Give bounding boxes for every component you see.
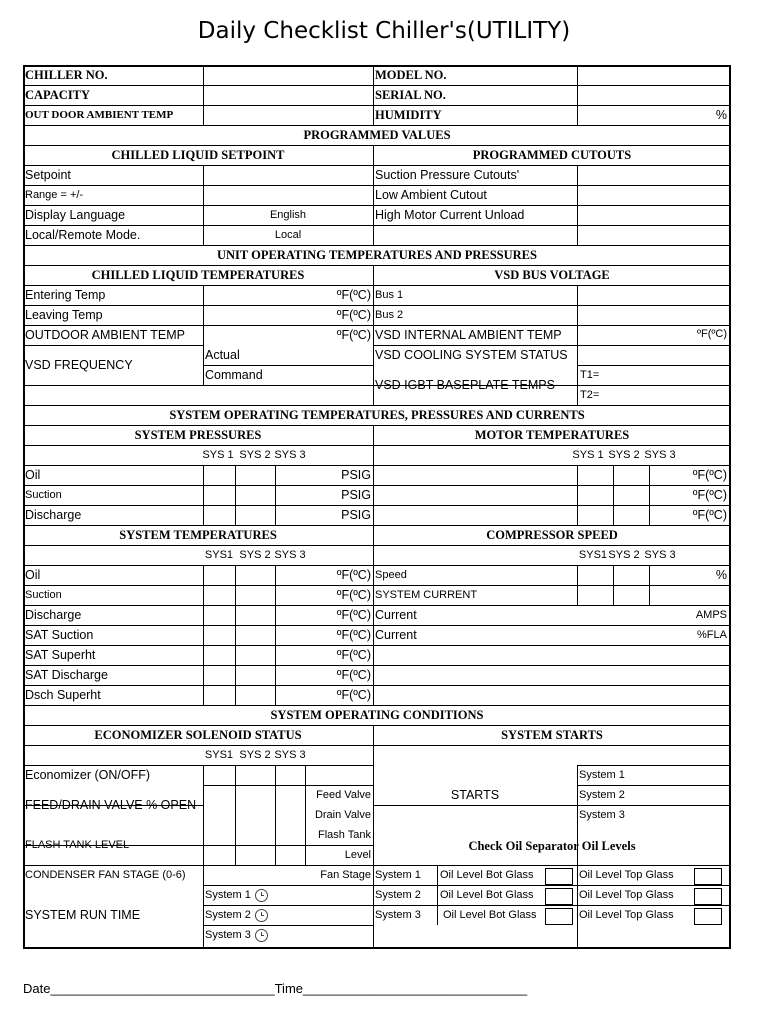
bot-glass-label-2: Oil Level Bot Glass [440,889,534,901]
bus1-label: Bus 1 [375,289,404,301]
sys-temp-unit-5: ºF(ºC) [336,648,371,662]
date-field[interactable]: Date_______________________________ [23,981,275,996]
system-operating-heading: SYSTEM OPERATING TEMPERATURES, PRESSURES AND CURRENTS [169,408,585,422]
top-glass-label-2: Oil Level Top Glass [579,889,674,901]
motor-temp-unit-3: ºF(ºC) [692,508,727,522]
chilled-liquid-temps-heading: CHILLED LIQUID TEMPERATURES [91,268,305,282]
pressure-sys2-header: SYS 2 [239,449,271,461]
temp-sys2-header: SYS 2 [239,549,271,561]
motor-sys1-header: SYS 1 [572,449,604,461]
bus2-label: Bus 2 [375,309,404,321]
high-motor-label: High Motor Current Unload [375,208,525,222]
temp-suction-label: Suction [25,589,62,601]
system-operating-conditions-heading: SYSTEM OPERATING CONDITIONS [270,708,484,722]
pressure-sys3-header: SYS 3 [274,449,306,461]
capacity-label: CAPACITY [25,88,91,102]
low-ambient-label: Low Ambient Cutout [375,188,487,202]
local-remote-label: Local/Remote Mode. [25,228,141,242]
run-system-2-label: System 2 [205,909,251,921]
humidity-label: HUMIDITY [375,108,442,122]
speed-sys2-header: SYS 2 [608,549,640,561]
speed-unit: % [715,568,727,582]
sys-temp-unit-3: ºF(ºC) [336,608,371,622]
temp-sys1-header: SYS1 [204,549,234,561]
vsd-cooling-label: VSD COOLING SYSTEM STATUS [375,348,568,362]
temp-sys3-header: SYS 3 [274,549,306,561]
temp-oil-label: Oil [25,568,41,582]
clock-icon [255,889,268,902]
system-current-label: SYSTEM CURRENT [375,589,478,601]
sat-suction-label: SAT Suction [25,628,94,642]
t1-label: T1= [580,369,600,381]
condenser-fan-label: CONDENSER FAN STAGE (0-6) [25,869,186,881]
system-pressures-heading: SYSTEM PRESSURES [134,428,262,442]
dsch-superht-label: Dsch Superht [25,688,101,702]
start-system-2-label: System 2 [579,789,625,801]
flash-tank-level-label: FLASH TANK LEVEL [25,839,130,851]
system-temperatures-heading: SYSTEM TEMPERATURES [119,528,277,542]
system-run-time-label: SYSTEM RUN TIME [25,908,141,922]
t2-label: T2= [580,389,600,401]
temp-discharge-label: Discharge [25,608,82,622]
range-label: Range = +/- [25,189,84,201]
vsd-frequency-label: VSD FREQUENCY [25,358,133,372]
drain-valve-label: Drain Valve [314,809,371,821]
model-no-label: MODEL NO. [375,68,447,82]
economizer-status-heading: ECONOMIZER SOLENOID STATUS [94,728,302,742]
system-starts-heading: SYSTEM STARTS [501,728,603,742]
fan-stage-label: Fan Stage [320,869,371,881]
amps-unit: AMPS [695,609,727,621]
motor-sys3-header: SYS 3 [644,449,676,461]
feed-valve-label: Feed Valve [316,789,371,801]
vsd-bus-voltage-heading: VSD BUS VOLTAGE [494,268,610,282]
sys-temp-unit-7: ºF(ºC) [336,688,371,702]
current-amps-label: Current [375,608,417,622]
pressure-discharge-label: Discharge [25,508,82,522]
start-system-1-label: System 1 [579,769,625,781]
feed-drain-label: FEED/DRAIN VALVE % OPEN [25,798,197,812]
bot-glass-label-1: Oil Level Bot Glass [440,869,534,881]
pressure-oil-label: Oil [25,468,41,482]
programmed-values-heading: PROGRAMMED VALUES [303,128,451,142]
top-glass-checkbox-2[interactable] [695,889,722,905]
suction-psig-unit: PSIG [341,488,371,502]
top-glass-label-1: Oil Level Top Glass [579,869,674,881]
pressure-suction-label: Suction [25,489,62,501]
vsd-internal-unit: ºF(ºC) [696,328,727,340]
oil-system-1-label: System 1 [375,869,421,881]
leaving-temp-unit: ºF(ºC) [336,308,371,322]
econ-sys2-header: SYS 2 [239,749,271,761]
entering-temp-label: Entering Temp [25,288,106,302]
chiller-no-label: CHILLER NO. [25,68,108,82]
motor-temp-unit-2: ºF(ºC) [692,488,727,502]
top-glass-label-3: Oil Level Top Glass [579,909,674,921]
outdoor-ambient-label: OUT DOOR AMBIENT TEMP [25,109,174,121]
vsd-actual-label: Actual [205,348,240,362]
bot-glass-checkbox-3[interactable] [546,909,573,925]
clock-icon [255,909,268,922]
level-label: Level [344,849,371,861]
econ-sys3-header: SYS 3 [274,749,306,761]
vsd-igbt-label: VSD IGBT BASEPLATE TEMPS [375,378,555,392]
programmed-cutouts-heading: PROGRAMMED CUTOUTS [472,148,632,162]
economizer-label: Economizer (ON/OFF) [25,768,151,782]
run-system-1-label: System 1 [205,889,251,901]
setpoint-label: Setpoint [25,168,71,182]
fla-unit: %FLA [697,629,727,641]
compressor-speed-heading: COMPRESSOR SPEED [486,528,618,542]
bot-glass-checkbox-1[interactable] [546,869,573,885]
check-oil-separator-heading: Check Oil Separator Oil Levels [468,839,636,853]
clock-icon [255,929,268,942]
bot-glass-label-3: Oil Level Bot Glass [443,909,537,921]
sat-superht-label: SAT Superht [25,648,96,662]
speed-sys1-header: SYS1 [578,549,608,561]
outdoor-ambient-temp-unit: ºF(ºC) [336,328,371,342]
speed-sys3-header: SYS 3 [644,549,676,561]
entering-temp-unit: ºF(ºC) [336,288,371,302]
motor-sys2-header: SYS 2 [608,449,640,461]
display-language-label: Display Language [25,208,126,222]
chilled-liquid-setpoint-heading: CHILLED LIQUID SETPOINT [111,148,285,162]
leaving-temp-label: Leaving Temp [25,308,103,322]
local-remote-value[interactable]: Local [274,229,302,241]
vsd-internal-label: VSD INTERNAL AMBIENT TEMP [375,328,562,342]
suction-cutouts-label: Suction Pressure Cutouts' [375,168,520,182]
sys-temp-unit-4: ºF(ºC) [336,628,371,642]
footer [23,981,527,996]
bot-glass-checkbox-2[interactable] [546,889,573,905]
outdoor-ambient-temp-label: OUTDOOR AMBIENT TEMP [25,328,185,342]
serial-no-label: SERIAL NO. [375,88,446,102]
display-language-value[interactable]: English [269,209,307,221]
motor-temp-unit-1: ºF(ºC) [692,468,727,482]
pressure-sys1-header: SYS 1 [202,449,234,461]
sys-temp-unit-6: ºF(ºC) [336,668,371,682]
humidity-unit: % [715,108,727,122]
top-glass-checkbox-1[interactable] [695,869,722,885]
run-system-3-label: System 3 [205,929,251,941]
speed-label: Speed [375,569,407,581]
time-field[interactable]: Time_______________________________ [274,981,528,996]
econ-sys1-header: SYS1 [204,749,234,761]
oil-psig-unit: PSIG [341,468,371,482]
sat-discharge-label: SAT Discharge [25,668,108,682]
vsd-command-label: Command [205,368,263,382]
starts-label: STARTS [450,788,500,802]
sys-temp-unit-2: ºF(ºC) [336,588,371,602]
oil-system-2-label: System 2 [375,889,421,901]
checklist-form [23,65,731,949]
motor-temperatures-heading: MOTOR TEMPERATURES [474,428,630,442]
sys-temp-unit-1: ºF(ºC) [336,568,371,582]
unit-operating-heading: UNIT OPERATING TEMPERATURES AND PRESSURES [217,248,537,262]
top-glass-checkbox-3[interactable] [695,909,722,925]
oil-system-3-label: System 3 [375,909,421,921]
current-fla-label: Current [375,628,417,642]
discharge-psig-unit: PSIG [341,508,371,522]
flash-tank-label: Flash Tank [318,829,371,841]
page-title: Daily Checklist Chiller's(UTILITY) [197,18,571,44]
start-system-3-label: System 3 [579,809,625,821]
